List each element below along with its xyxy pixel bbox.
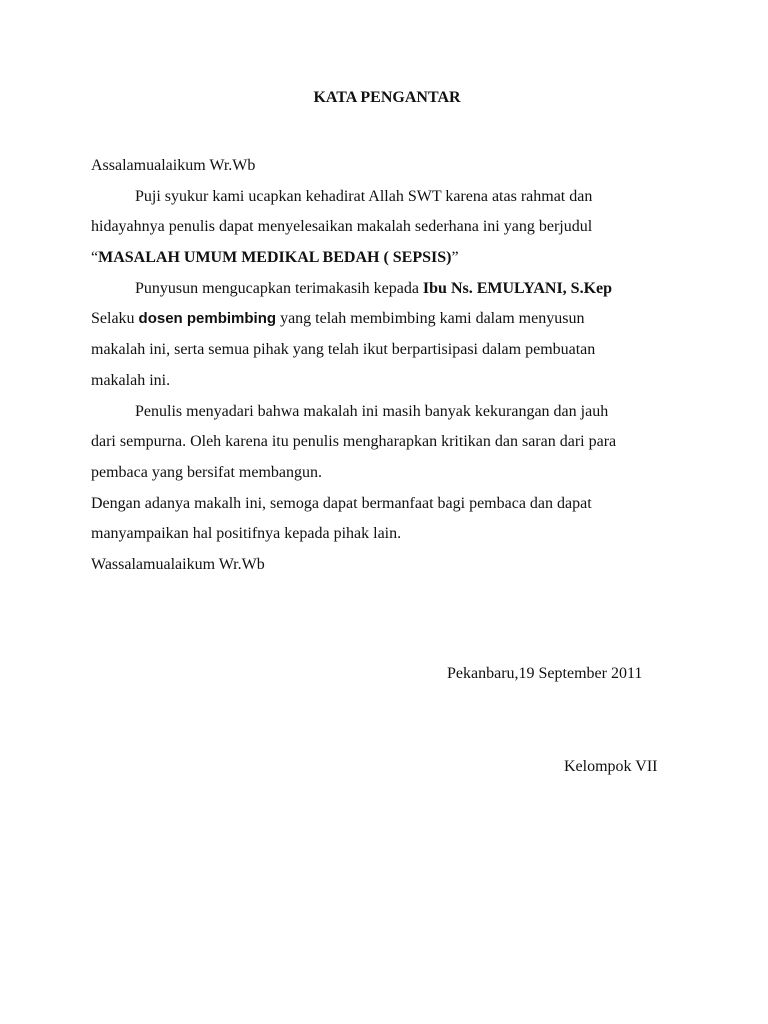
paragraph-1-line-2: hidayahnya penulis dapat menyelesaikan makalah sederhana ini yang berjudul [91,218,593,236]
signatory: Kelompok VII [564,758,658,775]
page-title [0,89,768,107]
paragraph-2-line-3: makalah ini, serta semua pihak yang telah ikut berpartisipasi dalam pembuatan [91,341,596,359]
place-date: Pekanbaru,19 September 2011 [447,665,643,682]
paragraph-2-line-4: makalah ini. [91,371,171,389]
thanks-text: Punyusun mengucapkan terimakasih kepada [135,279,423,297]
lecturer-name: Ibu Ns. EMULYANI, S.Kep [422,279,613,297]
paragraph-3-line-3: pembaca yang bersifat membangun. [91,463,323,481]
paragraph-2-line-1 [91,274,691,305]
role-suffix: yang telah membimbing kami dalam menyusun [276,310,585,328]
paragraph-4-line-2: manyampaikan hal positifnya kepada pihak lain. [91,525,402,543]
paragraph-2-line-2 [91,304,691,335]
close-quote: ” [451,249,459,267]
greeting: Assalamualaikum Wr.Wb [91,157,256,174]
page-title-text: KATA PENGANTAR [313,89,461,106]
lecturer-role: dosen pembimbing [138,310,277,328]
paper-title: MASALAH UMUM MEDIKAL BEDAH ( SEPSIS) [98,249,452,267]
paragraph-3-line-1: Penulis menyadari bahwa makalah ini masih banyak kekurangan dan jauh [135,402,609,420]
paragraph-4-line-1: Dengan adanya makalh ini, semoga dapat bermanfaat bagi pembaca dan dapat [91,494,592,512]
paragraph-1-line-1: Puji syukur kami ucapkan kehadirat Allah SWT karena atas rahmat dan [135,187,593,205]
paragraph-1-line-3 [91,243,691,274]
document-body [91,151,691,581]
closing: Wassalamualaikum Wr.Wb [91,555,265,573]
paragraph-3-line-2: dari sempurna. Oleh karena itu penulis mengharapkan kritikan dan saran dari para [91,433,617,451]
open-quote: “ [91,249,99,267]
role-prefix: Selaku [91,310,139,328]
